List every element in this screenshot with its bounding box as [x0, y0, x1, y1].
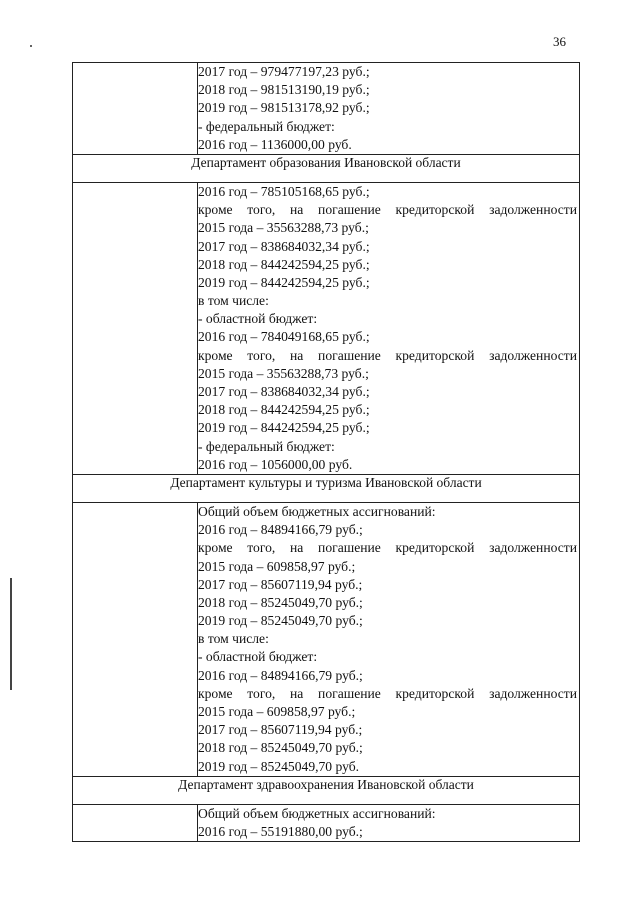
text-line: 2018 год – 981513190,19 руб.; — [198, 82, 370, 98]
word: погашение — [318, 347, 381, 363]
allocation-row — [73, 182, 580, 474]
justified-text-line — [198, 685, 579, 703]
text-line: 2019 год – 85245049,70 руб.; — [198, 613, 363, 629]
text-line: 2016 год – 84894166,79 руб.; — [198, 667, 363, 683]
allocation-text-cell — [198, 63, 580, 155]
text-line: 2018 год – 85245049,70 руб.; — [198, 740, 363, 756]
word: кроме — [198, 202, 233, 218]
allocation-row — [73, 63, 580, 155]
word: кроме — [198, 347, 233, 363]
word: кредиторской — [395, 202, 475, 218]
empty-left-cell — [73, 63, 198, 155]
text-line: Общий объем бюджетных ассигнований: — [198, 805, 436, 821]
department-title: Департамент культуры и туризма Ивановской области — [73, 474, 580, 502]
department-title: Департамент образования Ивановской области — [73, 154, 580, 182]
word: задолженности — [489, 202, 577, 218]
text-line: 2015 года – 609858,97 руб.; — [198, 558, 356, 574]
empty-left-cell — [73, 502, 198, 776]
department-header-row — [73, 776, 580, 804]
word: кредиторской — [395, 347, 475, 363]
text-line: 2016 год – 1136000,00 руб. — [198, 136, 352, 152]
word: на — [290, 347, 304, 363]
text-line: 2017 год – 838684032,34 руб.; — [198, 238, 370, 254]
word: на — [290, 202, 304, 218]
text-line: 2017 год – 838684032,34 руб.; — [198, 384, 370, 399]
text-line: 2018 год – 844242594,25 руб.; — [198, 402, 370, 418]
department-title: Департамент здравоохранения Ивановской области — [73, 776, 580, 804]
text-line: в том числе: — [198, 631, 269, 647]
text-line: 2019 год – 844242594,25 руб.; — [198, 420, 370, 436]
text-line: в том числе: — [198, 293, 269, 309]
budget-table — [72, 62, 580, 842]
text-line: - областной бюджет: — [198, 649, 318, 665]
text-line: 2019 год – 981513178,92 руб.; — [198, 100, 370, 116]
word: того, — [247, 202, 276, 218]
department-header-row — [73, 474, 580, 502]
scan-speck — [30, 45, 32, 47]
text-line: 2018 год – 844242594,25 руб.; — [198, 256, 370, 272]
text-line: 2015 года – 609858,97 руб.; — [198, 704, 356, 719]
allocation-text-cell — [198, 502, 580, 776]
word: того, — [247, 540, 276, 556]
text-line: 2016 год – 1056000,00 руб. — [198, 456, 353, 472]
word: на — [290, 685, 304, 701]
text-line: 2019 год – 844242594,25 руб.; — [198, 274, 370, 290]
word: того, — [247, 347, 276, 363]
word: того, — [247, 685, 276, 701]
text-line: 2016 год – 84894166,79 руб.; — [198, 522, 363, 538]
text-line: 2016 год – 784049168,65 руб.; — [198, 329, 370, 345]
text-line: 2016 год – 785105168,65 руб.; — [198, 183, 370, 199]
word: задолженности — [489, 540, 577, 556]
text-line: 2017 год – 979477197,23 руб.; — [198, 64, 370, 79]
word: задолженности — [489, 685, 577, 701]
text-line: - областной бюджет: — [198, 311, 318, 327]
page-number: 36 — [553, 34, 566, 49]
margin-scan-mark — [10, 578, 12, 690]
justified-text-line — [198, 539, 579, 557]
text-line: 2018 год – 85245049,70 руб.; — [198, 594, 363, 610]
allocation-text-cell — [198, 804, 580, 841]
justified-text-line — [198, 347, 579, 365]
word: задолженности — [489, 347, 577, 363]
text-line: 2017 год – 85607119,94 руб.; — [198, 576, 363, 592]
text-line: 2015 года – 35563288,73 руб.; — [198, 220, 369, 236]
word: на — [290, 540, 304, 556]
department-header-row — [73, 154, 580, 182]
text-line: - федеральный бюджет: — [198, 118, 335, 134]
justified-text-line — [198, 201, 579, 219]
word: погашение — [318, 685, 381, 701]
text-line: 2017 год – 85607119,94 руб.; — [198, 722, 363, 738]
word: погашение — [318, 540, 381, 556]
text-line: Общий объем бюджетных ассигнований: — [198, 503, 436, 519]
empty-left-cell — [73, 804, 198, 841]
allocation-row — [73, 502, 580, 776]
empty-left-cell — [73, 182, 198, 474]
text-line: 2016 год – 55191880,00 руб.; — [198, 823, 363, 839]
word: кредиторской — [395, 540, 475, 556]
word: кроме — [198, 540, 233, 556]
word: погашение — [318, 202, 381, 218]
text-line: - федеральный бюджет: — [198, 438, 335, 454]
word: кредиторской — [395, 685, 475, 701]
allocation-text-cell — [198, 182, 580, 474]
word: кроме — [198, 685, 233, 701]
text-line: 2015 года – 35563288,73 руб.; — [198, 365, 369, 381]
allocation-row — [73, 804, 580, 841]
text-line: 2019 год – 85245049,70 руб. — [198, 758, 360, 774]
